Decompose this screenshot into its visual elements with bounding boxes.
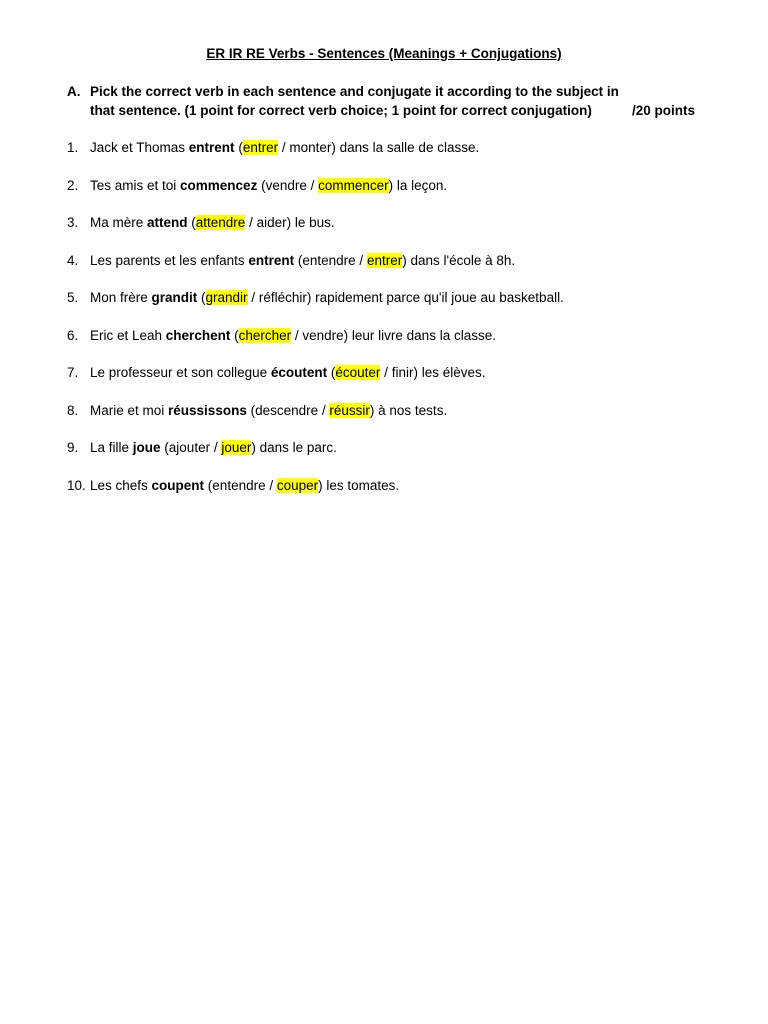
sentence-end: ) les élèves. (413, 365, 486, 380)
page-title: ER IR RE Verbs - Sentences (Meanings + Conjugations) (206, 46, 562, 61)
paren-open: ( (246, 402, 256, 418)
sentence-start: Le professeur et son collegue (90, 365, 271, 380)
verb-option-1: entrer (242, 140, 279, 155)
sentence-text (90, 289, 564, 307)
sentence-start: Eric et Leah (90, 327, 166, 343)
paren-open: ( (327, 365, 336, 380)
option-separator: / (318, 402, 330, 418)
sentence-text (90, 252, 515, 270)
verb-option-1: attendre (195, 215, 246, 230)
item-number: 6. (67, 327, 79, 343)
sentence-start: Jack et Thomas (90, 140, 189, 155)
verb-option-1: descendre (255, 402, 319, 418)
sentence-start: Les parents et les enfants (90, 252, 249, 268)
verb-option-1: entendre (212, 477, 266, 493)
conjugated-verb: réussissons (168, 402, 247, 418)
conjugated-verb: coupent (151, 477, 205, 493)
option-separator: / (247, 290, 259, 305)
paren-open: ( (294, 252, 303, 268)
verb-option-1: vendre (265, 177, 307, 193)
conjugated-verb: grandit (151, 290, 198, 305)
conjugated-verb: cherchent (165, 327, 231, 343)
verb-option-1: chercher (238, 327, 292, 343)
paren-open: ( (204, 477, 213, 493)
paren-open: ( (234, 140, 243, 155)
conjugated-verb: entrent (188, 140, 235, 155)
item-number: 1. (67, 140, 79, 155)
sentence-text (90, 214, 335, 232)
item-number: 7. (67, 365, 79, 380)
sentence-end: ) leur livre dans la classe. (343, 327, 496, 343)
sentence-start: Les chefs (90, 477, 152, 493)
sentence-end: ) dans la salle de classe. (331, 140, 480, 155)
option-separator: / (355, 252, 367, 268)
sentence-end: ) les tomates. (318, 477, 400, 493)
option-separator: / (380, 365, 392, 380)
conjugated-verb: attend (147, 215, 188, 230)
sentence-text (90, 439, 337, 457)
conjugated-verb: commencez (180, 177, 258, 193)
sentence-text (90, 139, 479, 157)
item-number: 9. (67, 440, 79, 455)
sentence-text (90, 477, 399, 495)
sentence-end: ) la leçon. (388, 177, 448, 193)
option-separator: / (265, 477, 277, 493)
sentence-start: La fille (90, 440, 133, 455)
verb-option-1: écouter (335, 365, 381, 380)
points-total: /20 points (632, 102, 696, 118)
option-separator: / (291, 327, 303, 343)
sentence-end: ) à nos tests. (369, 402, 448, 418)
paren-open: ( (257, 177, 266, 193)
option-separator: / (306, 177, 319, 193)
verb-option-2: aider (256, 215, 287, 230)
paren-open: ( (160, 440, 169, 455)
verb-option-2: entrer (366, 252, 403, 268)
sentence-text (90, 177, 447, 195)
sentence-end: ) dans le parc. (251, 440, 337, 455)
verb-option-1: grandir (205, 290, 248, 305)
sentence-text (90, 364, 485, 382)
item-number: 3. (67, 215, 79, 230)
verb-option-2: jouer (221, 440, 252, 455)
item-number: 5. (67, 290, 79, 305)
sentence-end: ) rapidement parce qu'il joue au basketball. (306, 290, 564, 305)
paren-open: ( (187, 215, 196, 230)
section-instructions: Pick the correct verb in each sentence and conjugate it according to the subject in that sentence. (1 point for correct verb choice; 1 point for correct conjugation) (90, 84, 619, 118)
item-number: 4. (67, 252, 79, 268)
sentence-start: Ma mère (90, 215, 148, 230)
sentence-start: Mon frère (90, 290, 152, 305)
sentence-text (90, 402, 447, 420)
conjugated-verb: écoutent (270, 365, 328, 380)
verb-option-2: réussir (329, 402, 370, 418)
sentence-end: ) le bus. (286, 215, 335, 230)
section-letter: A. (67, 84, 81, 99)
sentence-text (90, 327, 496, 345)
conjugated-verb: joue (132, 440, 161, 455)
verb-option-2: monter (289, 140, 332, 155)
item-number: 2. (67, 177, 79, 193)
conjugated-verb: entrent (248, 252, 295, 268)
verb-option-2: vendre (302, 327, 344, 343)
item-number: 10. (67, 477, 86, 493)
option-separator: / (278, 140, 290, 155)
verb-option-2: finir (391, 365, 414, 380)
sentence-start: Tes amis et toi (90, 177, 181, 193)
sentence-start: Marie et moi (90, 402, 169, 418)
verb-option-2: commencer (318, 177, 389, 193)
verb-option-1: entendre (302, 252, 356, 268)
verb-option-2: couper (276, 477, 319, 493)
item-number: 8. (67, 402, 79, 418)
verb-option-2: réfléchir (258, 290, 307, 305)
option-separator: / (245, 215, 257, 230)
verb-option-1: ajouter (168, 440, 211, 455)
option-separator: / (210, 440, 222, 455)
paren-open: ( (197, 290, 206, 305)
sentence-end: ) dans l'école à 8h. (402, 252, 516, 268)
paren-open: ( (230, 327, 239, 343)
